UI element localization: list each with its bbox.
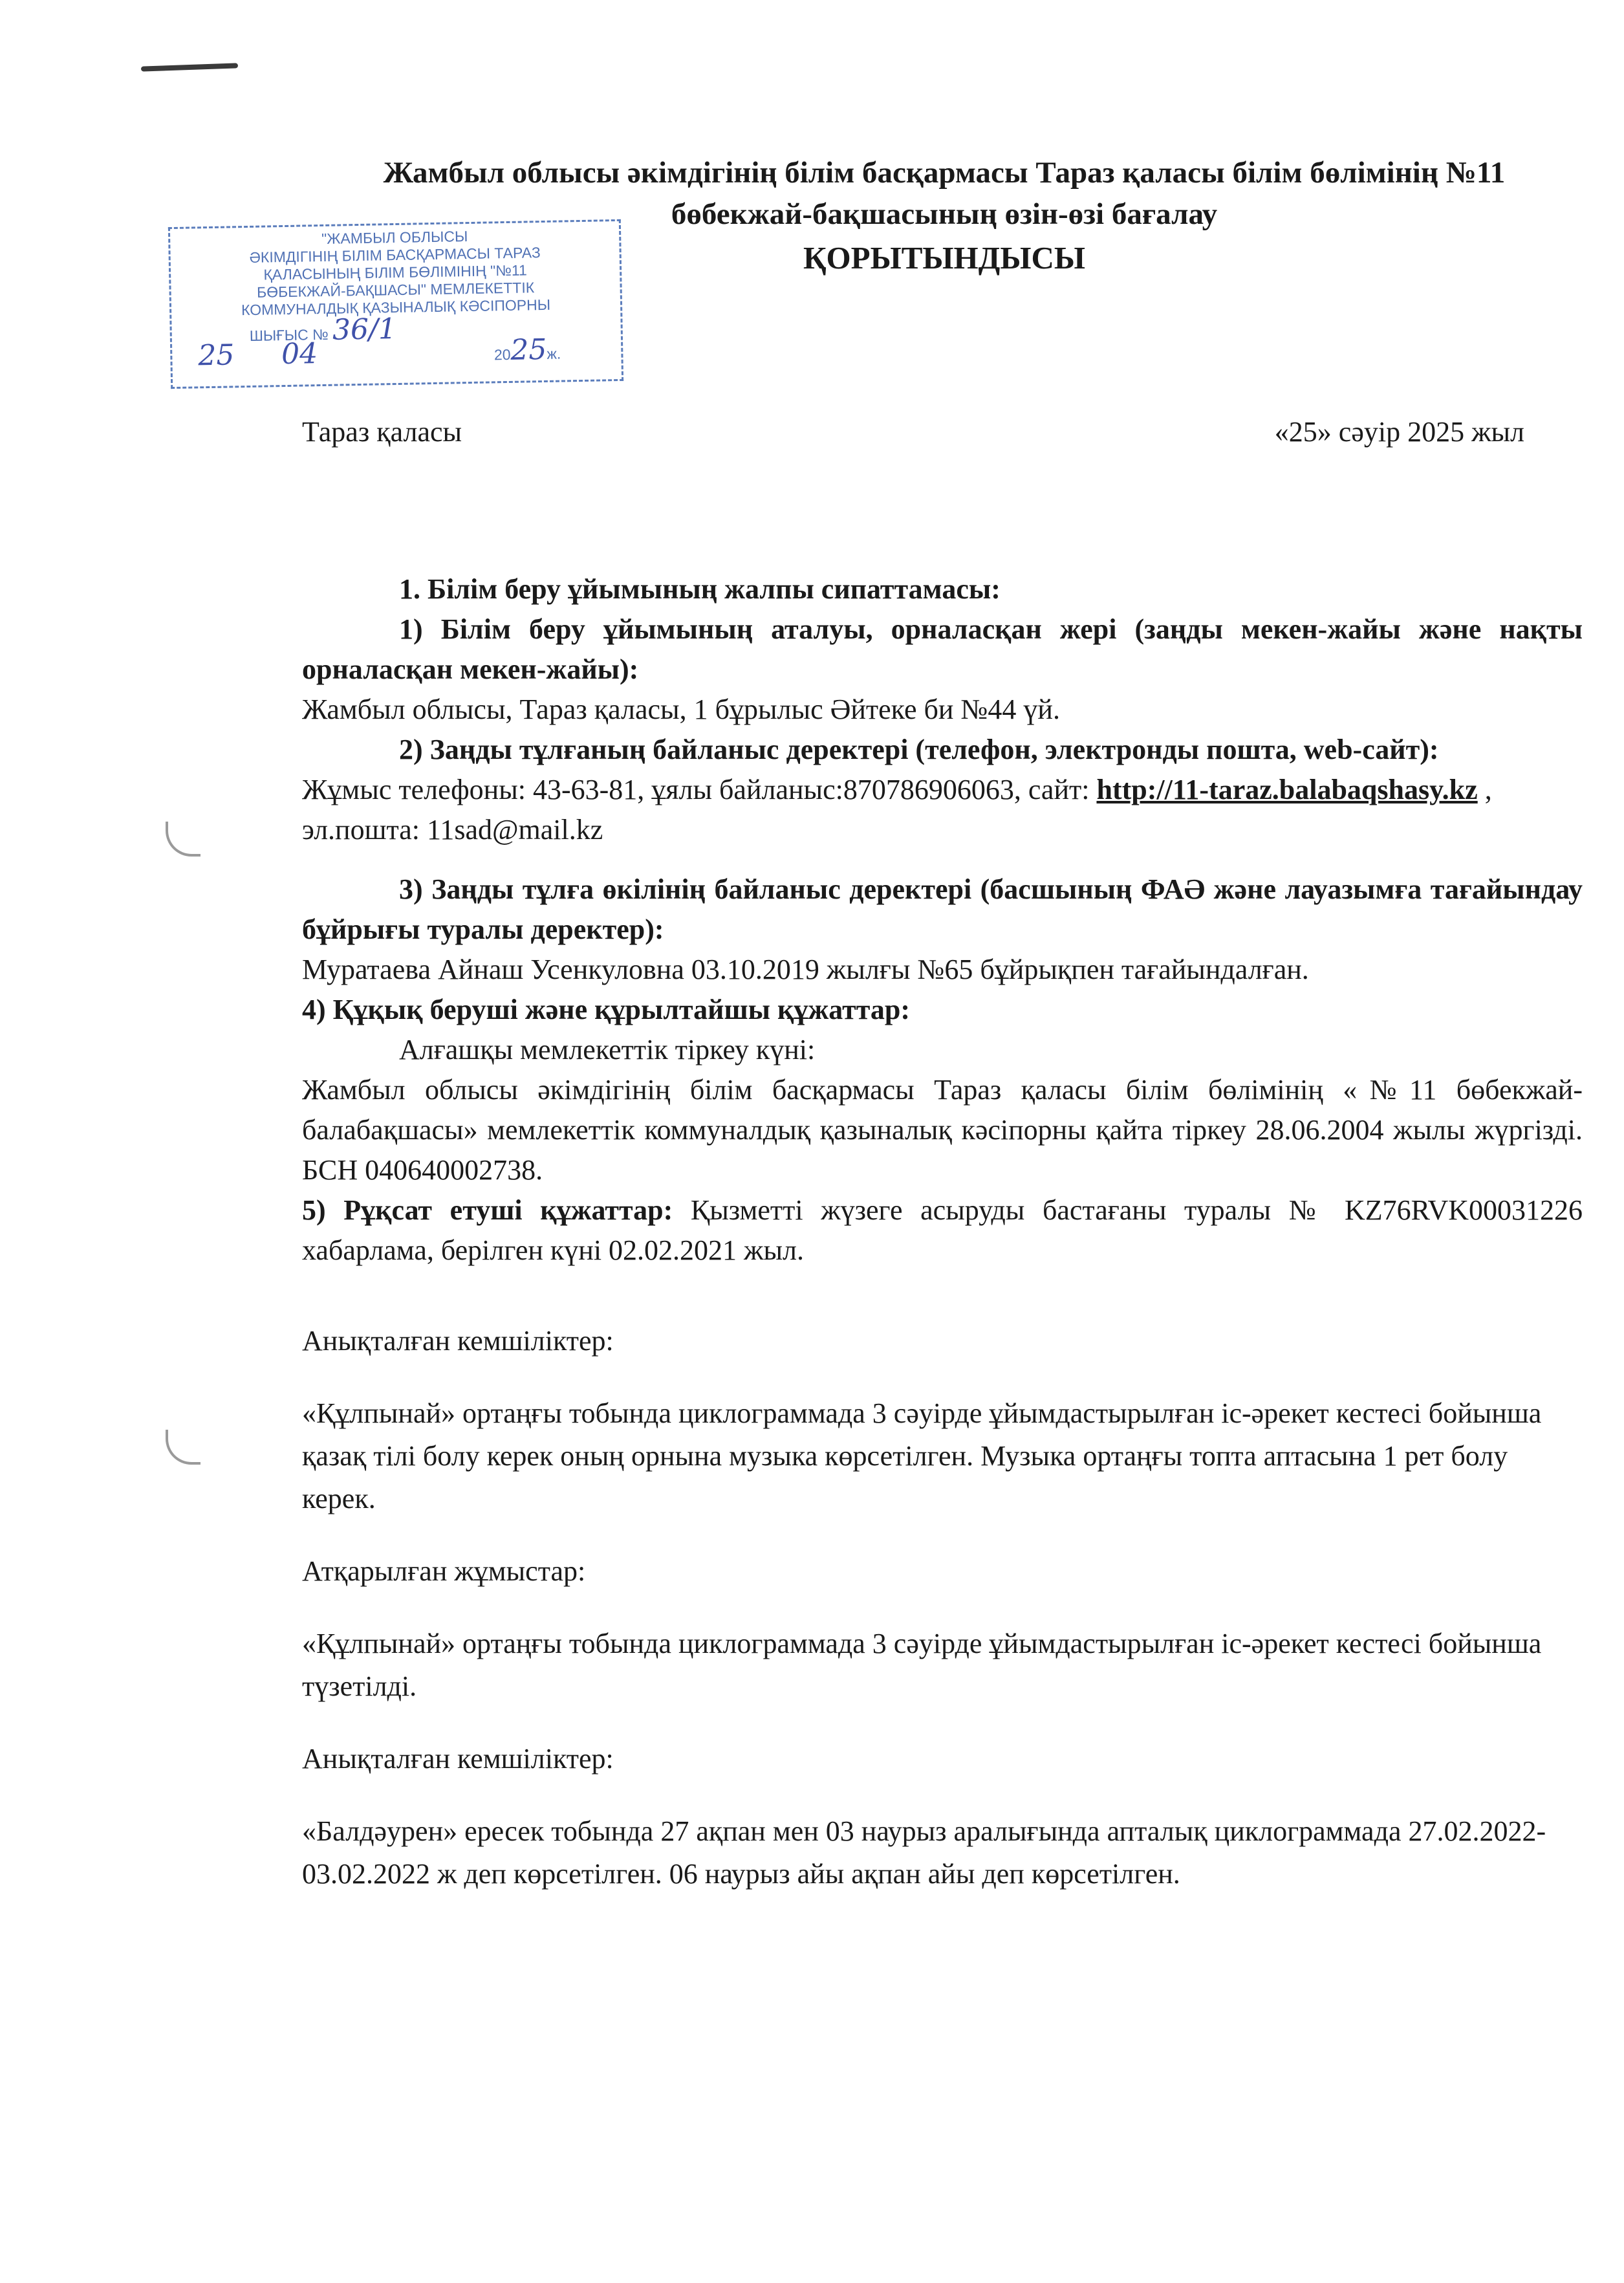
stamp-year-suffix: 25 — [510, 333, 547, 367]
finding-text: «Құлпынай» ортаңғы тобында циклограммада 3 сәуірде ұйымдастырылған іс-әрекет кестесі бойынша қазақ тілі болу керек оның орнына музыка көрсетілген. Музыка ортаңғы топта аптасына 1 рет болу керек. — [302, 1397, 1542, 1514]
section-heading: 1. Білім беру ұйымының жалпы сипаттамасы: — [399, 573, 1001, 605]
document-body — [302, 569, 1583, 1895]
item2-heading: 2) Заңды тұлғаның байланыс деректері (телефон, электронды пошта, web-сайт): — [399, 734, 1439, 765]
stamp-outgoing-label: ШЫҒЫС № — [249, 325, 329, 344]
item3-text: Муратаева Айнаш Усенкуловна 03.10.2019 жылғы №65 бұйрықпен тағайындалған. — [302, 954, 1309, 985]
item1-heading: 1) Білім беру ұйымының аталуы, орналасқан жері (заңды мекен-жайы және нақты орналасқан мекен-жайы): — [302, 613, 1583, 685]
item5-paragraph — [302, 1190, 1583, 1271]
stamp-line: ӘКІМДІГІНІҢ БІЛІМ БАСҚАРМАСЫ ТАРАЗ — [249, 244, 541, 266]
page-corner-mark — [141, 63, 238, 71]
stamp-month: 04 — [281, 337, 318, 371]
place: Тараз қаласы — [302, 416, 462, 448]
item4-subheading: Алғашқы мемлекеттік тіркеу күні: — [399, 1034, 816, 1065]
finding-text: «Балдәурен» ересек тобында 27 ақпан мен 03 наурыз аралығында апталық циклограммада 27.02.2022-03.02.2022 ж деп көрсетілген. 06 наурыз айы ақпан айы деп көрсетілген. — [302, 1815, 1546, 1890]
item2-text — [302, 770, 1583, 850]
place-date-row — [302, 413, 1524, 452]
item4-heading: 4) Құқық беруші және құрылтайшы құжаттар: — [302, 994, 911, 1025]
website-link[interactable]: http://11-taraz.balabaqshasy.kz — [1096, 774, 1478, 805]
stamp-line: БӨБЕКЖАЙ-БАҚШАСЫ" МЕМЛЕКЕТТІК — [256, 279, 535, 301]
document-date: «25» сәуір 2025 жыл — [1274, 416, 1524, 448]
finding-label: Анықталған кемшіліктер: — [302, 1325, 614, 1357]
finding-label: Анықталған кемшіліктер: — [302, 1743, 614, 1775]
item2-text-prefix: Жұмыс телефоны: 43-63-81, ұялы байланыс:870786906063, сайт: — [302, 774, 1097, 805]
finding-label: Атқарылған жұмыстар: — [302, 1555, 586, 1587]
document-subtitle: ҚОРЫТЫНДЫСЫ — [803, 240, 1085, 276]
item2-text-suffix: , эл.пошта: 11sad@mail.kz — [302, 774, 1492, 846]
stamp-outgoing-number: 36/1 — [332, 312, 397, 347]
item4-text: Жамбыл облысы әкімдігінің білім басқармасы Тараз қаласы білім бөлімінің «№11 бөбекжай-балабақшасы» мемлекеттік коммуналдық қазыналық кәсіпорны қайта тіркеу 28.06.2004 жылы жүргізді. БСН 040640002738. — [302, 1074, 1583, 1186]
item5-heading: 5) Рұқсат етуші құжаттар: — [302, 1194, 673, 1226]
stamp-line: "ЖАМБЫЛ ОБЛЫСЫ — [321, 228, 468, 247]
stamp-year-end: ж. — [547, 345, 561, 362]
registration-stamp — [168, 219, 623, 389]
stamp-day: 25 — [197, 338, 235, 373]
binder-hole-mark — [166, 1430, 200, 1465]
binder-hole-mark — [166, 822, 200, 857]
stamp-line: КОММУНАЛДЫҚ ҚАЗЫНАЛЫҚ КӘСІПОРНЫ — [241, 296, 551, 319]
stamp-line: ҚАЛАСЫНЫҢ БІЛІМ БӨЛІМІНІҢ "№11 — [263, 261, 528, 283]
item3-heading: 3) Заңды тұлға өкілінің байланыс деректері (басшының ФАӘ және лауазымға тағайындау бұйрығы туралы деректер): — [302, 873, 1583, 945]
document-title: Жамбыл облысы әкімдігінің білім басқармасы Тараз қаласы білім бөлімінің №11 бөбекжай-бақшасының өзін-өзі бағалау — [383, 156, 1506, 231]
stamp-year-prefix: 20 — [493, 345, 511, 364]
item1-text: Жамбыл облысы, Тараз қаласы, 1 бұрылыс Әйтеке би №44 үй. — [302, 694, 1060, 725]
finding-text: «Құлпынай» ортаңғы тобында циклограммада 3 сәуірде ұйымдастырылған іс-әрекет кестесі бойынша түзетілді. — [302, 1628, 1542, 1702]
item5-text: Қызметті жүзеге асыруды бастағаны туралы № KZ76RVK00031226 хабарлама, берілген күні 02.02.2021 жыл. — [302, 1194, 1583, 1266]
